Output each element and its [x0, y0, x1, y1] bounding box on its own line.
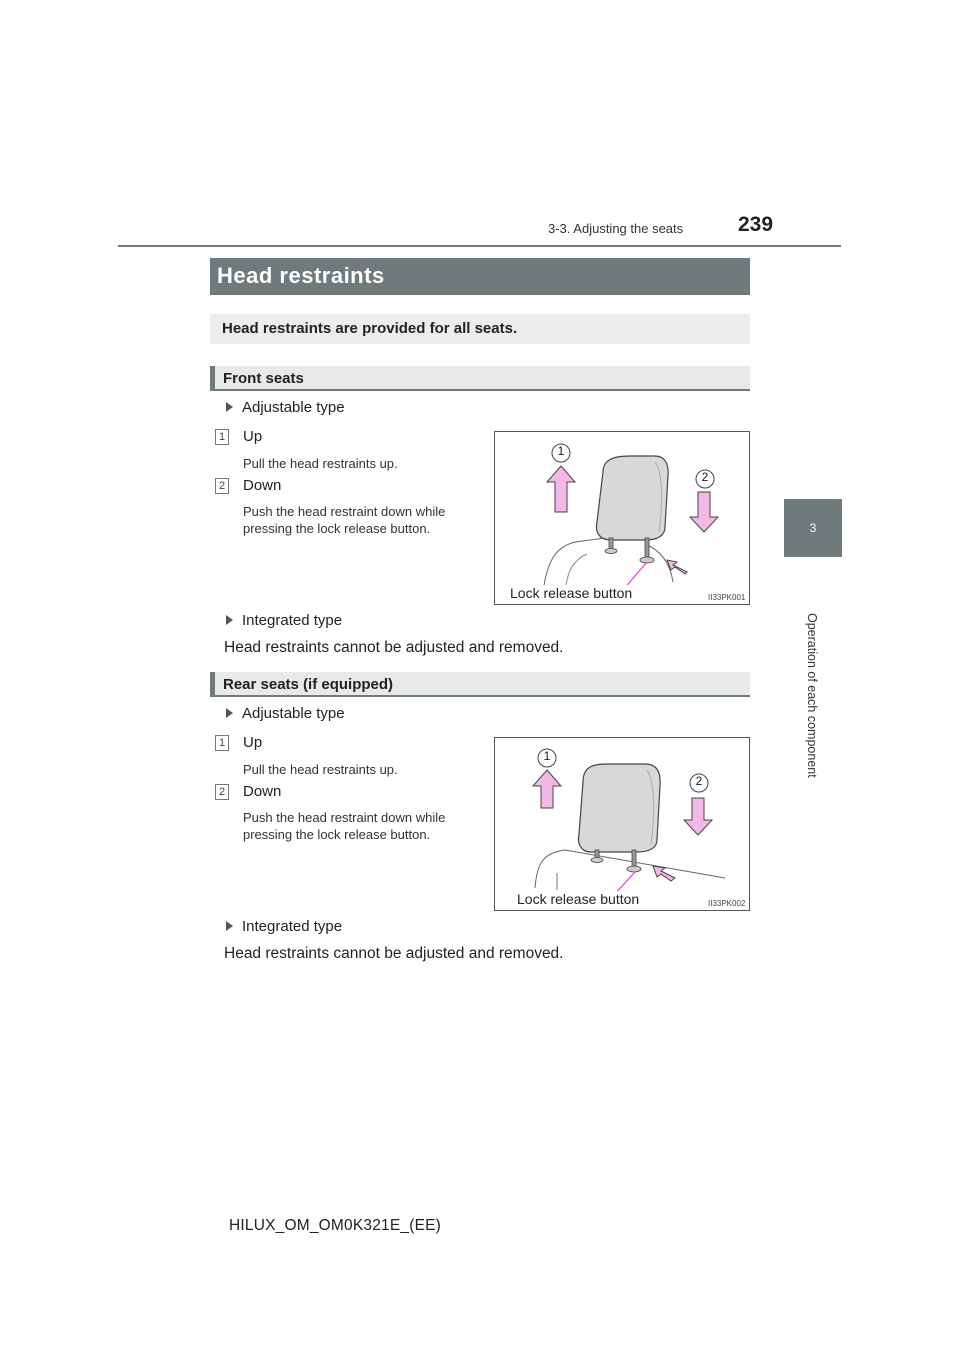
front-item-1-badge: 1	[215, 429, 229, 445]
up-arrow-icon	[547, 466, 575, 512]
section-breadcrumb: 3-3. Adjusting the seats	[548, 221, 684, 236]
push-arrow-icon	[667, 560, 687, 574]
intro-text: Head restraints are provided for all seats.	[222, 320, 518, 337]
rear-item-2-title: Down	[243, 783, 282, 800]
rear-adjustable-label: Adjustable type	[242, 705, 345, 722]
page-number: 239	[738, 213, 774, 236]
triangle-bullet-icon	[226, 615, 233, 625]
front-item-2-badge: 2	[215, 478, 229, 494]
down-arrow-icon	[690, 492, 718, 532]
rear-seats-heading	[210, 672, 750, 697]
front-seats-heading-text: Front seats	[223, 370, 304, 387]
page-title: Head restraints	[217, 263, 385, 288]
rear-item-1-badge: 1	[215, 735, 229, 751]
header-divider	[118, 245, 841, 247]
front-integrated-label: Integrated type	[242, 612, 343, 629]
front-seats-heading	[210, 366, 750, 391]
document-code-footer: HILUX_OM_OM0K321E_(EE)	[229, 1217, 442, 1234]
front-figure-code: II33PK001	[708, 593, 746, 602]
triangle-bullet-icon	[226, 402, 233, 412]
front-headrest-figure	[494, 431, 750, 605]
front-figure-caption: Lock release button	[510, 585, 633, 601]
front-integrated-text: Head restraints cannot be adjusted and removed.	[224, 639, 564, 656]
rear-item-1-title: Up	[243, 734, 263, 751]
page-title-bar	[210, 258, 750, 295]
chapter-label: Operation of each component	[805, 613, 819, 778]
triangle-bullet-icon	[226, 708, 233, 718]
front-item-2-desc: Push the head restraint down while pressing the lock release button.	[243, 504, 446, 536]
rear-item-2-desc: Push the head restraint down while pressing the lock release button.	[243, 810, 446, 842]
rear-adjustable-type	[226, 705, 345, 722]
chapter-number: 3	[809, 521, 817, 535]
rear-integrated-label: Integrated type	[242, 918, 343, 935]
rear-item-1-desc: Pull the head restraints up.	[243, 762, 398, 777]
rear-callout-2: 2	[695, 774, 703, 788]
front-callout-2: 2	[701, 470, 709, 484]
front-adjustable-label: Adjustable type	[242, 399, 345, 416]
rear-integrated-text: Head restraints cannot be adjusted and removed.	[224, 945, 564, 962]
front-item-2-title: Down	[243, 477, 282, 494]
chapter-tab[interactable]	[784, 499, 842, 557]
rear-callout-1: 1	[543, 749, 551, 763]
rear-integrated-type	[226, 918, 342, 935]
rear-headrest-illustration	[495, 738, 750, 911]
rear-seats-heading-text: Rear seats (if equipped)	[223, 676, 394, 693]
front-item-1-desc: Pull the head restraints up.	[243, 456, 398, 471]
front-adjustable-type	[226, 399, 345, 416]
front-callout-1: 1	[557, 444, 565, 458]
down-arrow-icon	[684, 798, 712, 835]
rear-figure-code: II33PK002	[708, 899, 746, 908]
front-integrated-type	[226, 612, 342, 629]
rear-item-2-badge: 2	[215, 784, 229, 800]
front-item-1-title: Up	[243, 428, 263, 445]
up-arrow-icon	[533, 770, 561, 808]
intro-box	[210, 314, 750, 344]
front-headrest-illustration	[495, 432, 750, 605]
rear-headrest-figure	[494, 737, 750, 911]
triangle-bullet-icon	[226, 921, 233, 931]
rear-figure-caption: Lock release button	[517, 891, 640, 907]
